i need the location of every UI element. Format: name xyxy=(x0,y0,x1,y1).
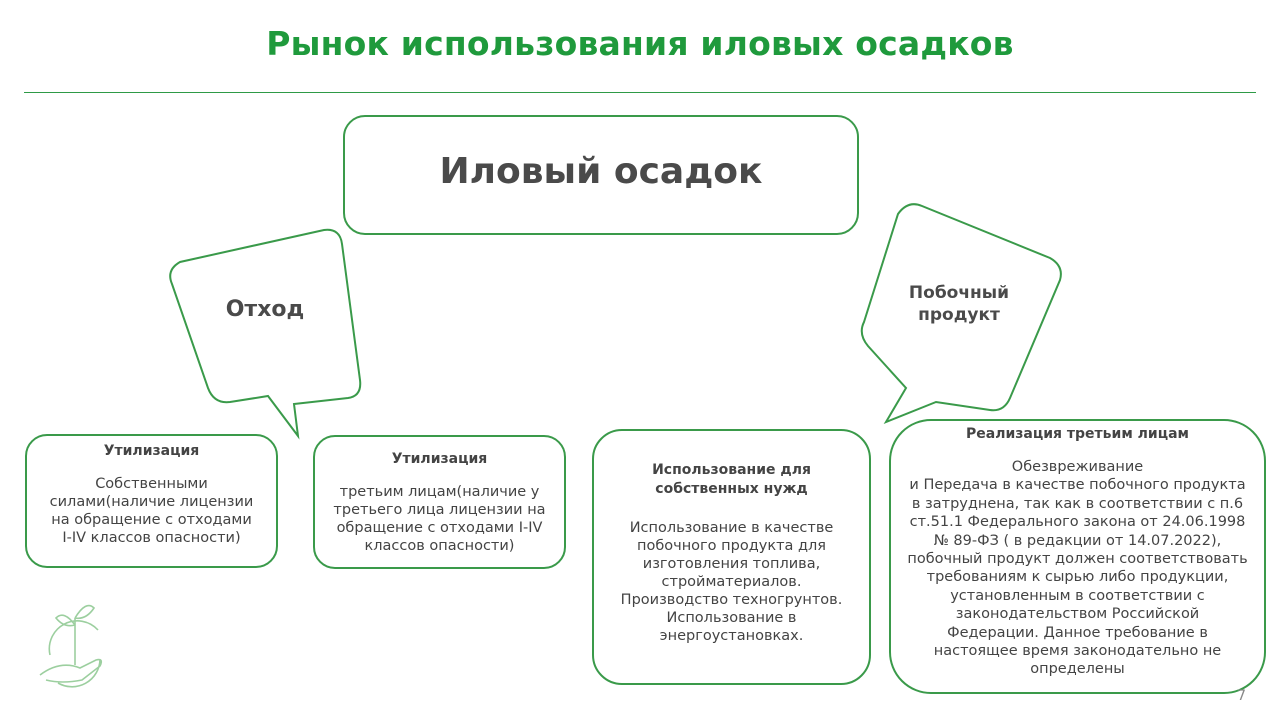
text-line: Обезвреживание xyxy=(1011,459,1144,475)
text-line: Собственными xyxy=(95,476,208,492)
text-line: побочного продукта для xyxy=(636,538,827,554)
third-party-sale-box xyxy=(889,419,1266,694)
own-needs-text xyxy=(594,519,869,645)
text-line: законодательством Российской xyxy=(955,606,1200,623)
text-line: № 89-ФЗ ( в редакции от 14.07.2022), xyxy=(933,532,1222,549)
text-line: стройматериалов. xyxy=(661,574,802,590)
text-line: Использование в xyxy=(666,610,797,626)
byproduct-label xyxy=(894,282,1024,326)
own-utilization-text xyxy=(27,475,276,547)
text-line: I-IV классов опасности) xyxy=(62,530,241,546)
text-line: обращение с отходами I-IV xyxy=(336,520,543,536)
text-line: Производство техногрунтов. xyxy=(620,592,843,608)
text-line: третьего лица лицензии на xyxy=(333,502,546,518)
slide-title: Рынок использования иловых осадков xyxy=(266,24,1014,63)
page-number: 7 xyxy=(1237,688,1246,704)
own-utilization-heading: Утилизация xyxy=(103,443,200,459)
eco-logo-icon xyxy=(40,606,101,687)
main-node-label: Иловый осадок xyxy=(439,151,763,192)
text-line: силами(наличие лицензии xyxy=(49,494,254,510)
text-line: установленным в соответствии с xyxy=(950,587,1205,604)
main-node-box xyxy=(343,115,859,235)
text-line: энергоустановках. xyxy=(659,628,804,644)
text-line: третьим лицам(наличие у xyxy=(339,484,540,500)
own-needs-box xyxy=(592,429,871,685)
byproduct-label-line2: продукт xyxy=(918,305,1000,325)
heading-line: собственных нужд xyxy=(655,481,808,497)
text-line: определены xyxy=(1030,661,1125,678)
text-line: изготовления топлива, xyxy=(642,556,821,572)
own-utilization-box xyxy=(25,434,278,568)
third-party-utilization-box xyxy=(313,435,566,569)
text-line: Федерации. Данное требование в xyxy=(947,624,1208,641)
heading-line: Использование для xyxy=(652,462,811,478)
text-line: требованиям к сырью либо продукции, xyxy=(926,569,1229,586)
text-line: Использование в качестве xyxy=(629,520,834,536)
waste-bubble xyxy=(170,230,360,436)
third-party-utilization-text xyxy=(315,483,564,555)
text-line: в затруднена, так как в соответствии с п.6 xyxy=(911,495,1244,512)
text-line: на обращение с отходами xyxy=(51,512,252,528)
third-party-utilization-heading: Утилизация xyxy=(391,451,488,467)
text-line: ст.51.1 Федерального закона от 24.06.1998 xyxy=(909,514,1246,531)
third-party-sale-text xyxy=(891,458,1264,679)
own-needs-heading xyxy=(594,461,869,499)
text-line: классов опасности) xyxy=(364,538,515,554)
text-line: и Передача в качестве побочного продукта xyxy=(909,477,1246,494)
text-line: настоящее время законодательно не xyxy=(933,643,1222,660)
byproduct-label-line1: Побочный xyxy=(908,283,1010,303)
waste-label: Отход xyxy=(225,297,305,322)
third-party-sale-heading: Реализация третьим лицам xyxy=(966,426,1189,442)
text-line: побочный продукт должен соответствовать xyxy=(907,551,1248,568)
